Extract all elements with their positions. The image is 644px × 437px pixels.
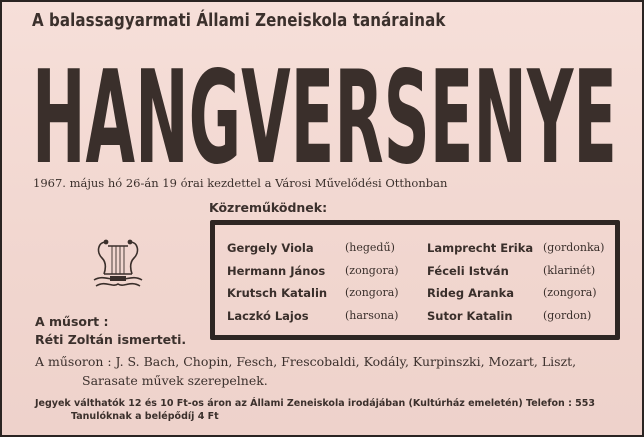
performer-name: Krutsch Katalin (227, 286, 328, 301)
performer-instrument: (zongora) (345, 286, 399, 300)
poster-title-block (32, 35, 632, 170)
program-line-2: Sarasate művek szerepelnek. (82, 373, 268, 388)
program-list (35, 352, 576, 390)
performer-name: Rideg Aranka (427, 286, 514, 301)
performer-instrument: (gordon) (543, 308, 592, 322)
performer-name: Gergely Viola (227, 241, 314, 256)
performer-row (227, 282, 607, 305)
performers-heading: Közreműködnek: (209, 200, 328, 215)
performers-box (210, 220, 620, 340)
performer-instrument: (klarinét) (543, 263, 596, 277)
program-presenter-name: Réti Zoltán ismerteti. (35, 332, 187, 347)
performer-name: Féceli István (427, 263, 509, 278)
performer-left (227, 309, 427, 323)
poster-title-svg (32, 35, 632, 170)
program-presenter-label: A műsort : (35, 314, 109, 329)
performer-row (227, 237, 607, 260)
performer-instrument: (harsona) (345, 308, 399, 322)
performers-grid (227, 237, 607, 327)
performer-name: Lamprecht Erika (427, 241, 534, 256)
performer-name: Hermann János (227, 263, 326, 278)
performer-instrument: (hegedű) (345, 241, 395, 255)
program-presenter (35, 313, 186, 349)
performer-right (427, 264, 607, 278)
performer-right (427, 286, 607, 300)
program-line-1: A műsoron : J. S. Bach, Chopin, Fesch, Frescobaldi, Kodály, Kurpinszki, Mozart, Liszt, (35, 354, 577, 369)
performer-left (227, 286, 427, 300)
event-date-line: 1967. május hó 26-án 19 órai kezdettel a Városi Művelődési Otthonban (33, 176, 448, 190)
performer-instrument: (gordonka) (543, 241, 605, 255)
performer-left (227, 264, 427, 278)
ticket-line-1: Jegyek válthatók 12 és 10 Ft-os áron az Állami Zeneiskola irodájában (Kultúrház emeletén) Telefon : 553 (35, 398, 596, 409)
poster-title: HANGVERSENYE (32, 44, 617, 170)
performer-right (427, 241, 607, 255)
performer-row (227, 305, 607, 328)
ticket-line-2: Tanulóknak a belépődíj 4 Ft (71, 411, 219, 422)
poster-subtitle: A balassagyarmati Állami Zeneiskola tanárainak (32, 11, 446, 31)
ticket-info (35, 397, 595, 423)
lyre-emblem-icon (88, 236, 148, 294)
performer-instrument: (zongora) (543, 286, 597, 300)
performer-row (227, 260, 607, 283)
performer-left (227, 241, 427, 255)
performer-name: Laczkó Lajos (227, 308, 309, 323)
performer-name: Sutor Katalin (427, 308, 513, 323)
performer-right (427, 309, 607, 323)
performer-instrument: (zongora) (345, 263, 399, 277)
